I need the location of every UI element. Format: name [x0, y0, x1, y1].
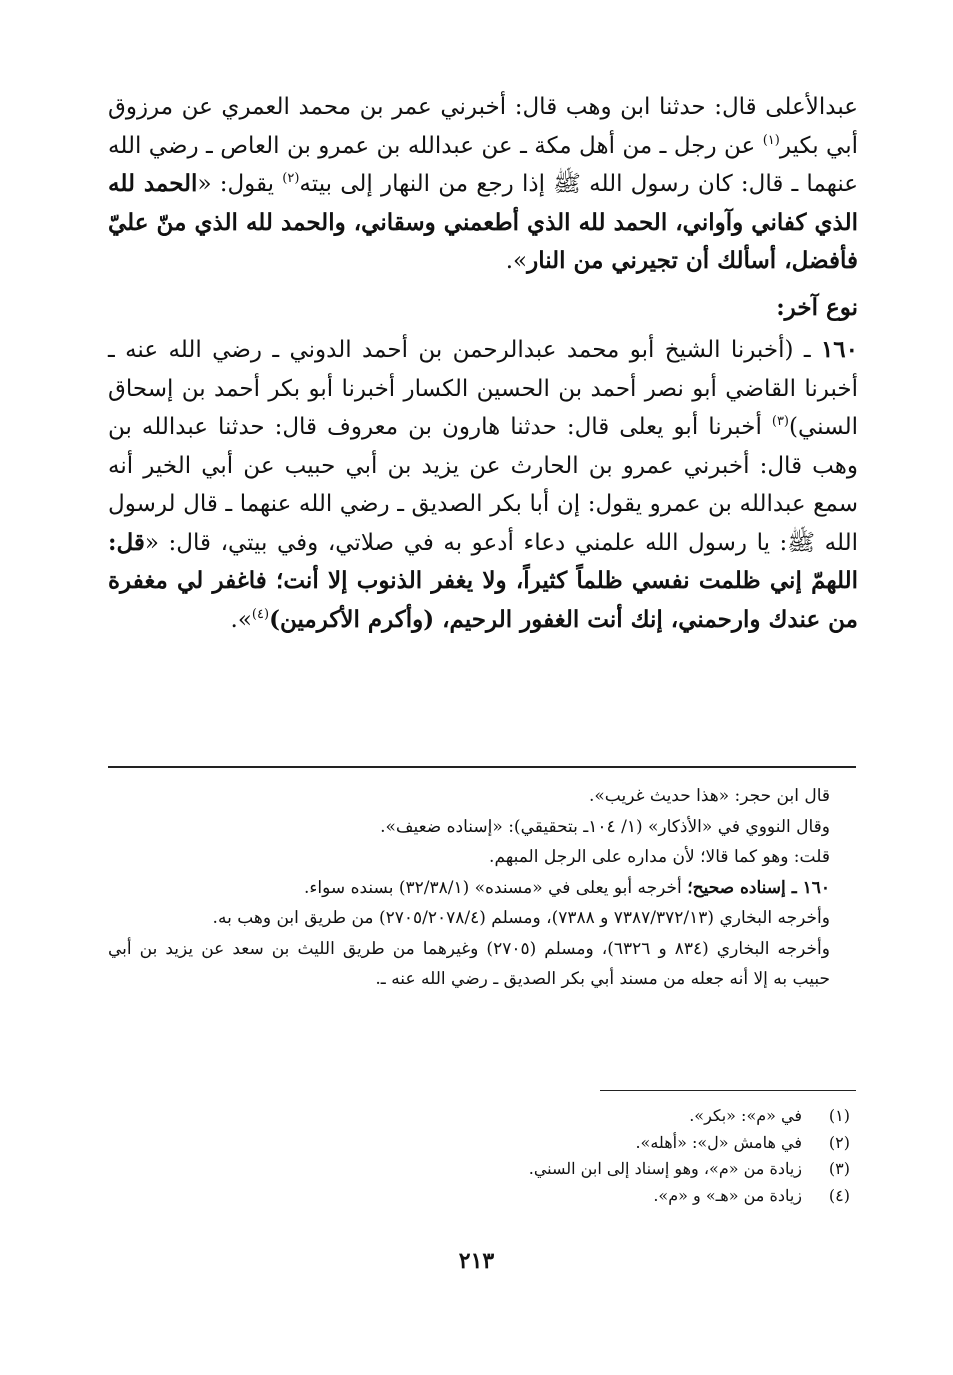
footnote-item [108, 1130, 858, 1157]
note-grading-bold: ١٦٠ ـ إسناده صحيح؛ [687, 877, 830, 898]
footnote-text: زيادة من «هـ» و «م». [653, 1185, 802, 1205]
footnote-number: (١) [828, 1106, 850, 1125]
page-number: ٢١٣ [458, 1248, 495, 1274]
footnote-item [108, 1103, 858, 1130]
text-segment: ». [230, 606, 252, 633]
footnote-text: في هامش «ل»: «أهله». [635, 1132, 802, 1152]
footnote-number: (٣) [828, 1159, 850, 1178]
footnote-item [108, 1156, 858, 1183]
note-line: وأخرجه البخاري (٧٣٨٧/٣٧٢/١٣ و ٧٣٨٨)، ومسلم (٢٧٠٥/٢٠٧٨/٤) من طريق ابن وهب به. [212, 908, 830, 928]
text-segment: ـ (أخبرنا الشيخ أبو محمد عبدالرحمن بن أحمد الدوني ـ رضي الله عنه ـ أخبرنا القاضي أبو نصر أحمد بن الحسين الكسار أخبرنا أبو بكر أحمد بن إسحاق السني) [108, 337, 858, 440]
main-text [108, 88, 858, 639]
note-line [108, 873, 858, 904]
footnote-text: زيادة من «م»، وهو إسناد إلى ابن السني. [528, 1159, 802, 1178]
footnote-number: (٢) [828, 1132, 850, 1152]
paragraph-hadith-160 [108, 331, 858, 639]
dua-text-bold: قل: اللهمّ إني ظلمت نفسي ظلماً كثيراً، ولا يغفر الذنوب إلا أنت؛ فاغفر لي مغفرة من عندك وارحمني، إنك أنت الغفور الرحيم، (وأكرم الأكرمين) [108, 528, 858, 633]
note-line: وأخرجه البخاري (٨٣٤ و ٦٣٢٦)، ومسلم (٢٧٠٥) وغيرهما من طريق الليث بن سعد عن يزيد بن أبي حبيب به إلا أنه جعله من مسند أبي بكر الصديق ـ رضي الله عنه ـ. [108, 938, 830, 989]
footnote-ref-1[interactable]: (١) [762, 132, 780, 148]
text-segment: يقول: « [197, 171, 283, 197]
footnotes-list [108, 1103, 858, 1209]
footnote-divider [600, 1090, 856, 1091]
hadith-number: ١٦٠ [820, 336, 858, 363]
note-line: قلت: وهو كما قالا؛ لأن مداره على الرجل المبهم. [489, 847, 830, 867]
footnote-number: (٤) [828, 1185, 850, 1205]
text-segment: عبدالأعلى قال: حدثنا ابن وهب قال: أخبرني عمر بن محمد العمري عن مرزوق أبي بكير [108, 94, 858, 159]
footnote-ref-4[interactable]: (٤) [251, 606, 270, 622]
note-text: أخرجه أبو يعلى في «مسنده» (٣٢/٣٨/١) بسنده سواء. [304, 877, 688, 898]
text-segment: عن رجل ـ من أهل مكة ـ عن عبدالله بن عمرو بن العاص ـ رضي الله عنهما ـ قال: كان رسول الله ﷺ إذا رجع من النهار إلى بيته [108, 132, 858, 197]
footnote-ref-2[interactable]: (٢) [282, 171, 300, 186]
footnote-text: في «م»: «بكر». [689, 1106, 802, 1125]
dua-text-bold: الحمد لله الذي كفاني وآواني، الحمد لله الذي أطعمني وسقاني، والحمد لله الذي منّ عليّ فأفضل، أسألك أن تجيرني من النار [108, 170, 858, 274]
text-segment: أخبرنا أبو يعلى قال: حدثنا هارون بن معروف قال: حدثنا عبدالله بن وهب قال: أخبرني عمرو بن الحارث عن يزيد بن أبي حبيب عن أبي الخير أنه سمع عبدالله بن عمرو يقول: إن أبا بكر الصديق ـ رضي الله عنهما ـ قال لرسول الله ﷺ: يا رسول الله علمني دعاء أدعو به في صلاتي، وفي بيتي، قال: « [108, 414, 858, 556]
footnote-ref-3[interactable]: (٣) [771, 414, 789, 429]
section-heading: نوع آخر: [776, 293, 858, 321]
text-segment: ». [505, 248, 528, 274]
note-line: قال ابن حجر: «هذا حديث غريب». [588, 786, 830, 806]
footnote-item [108, 1183, 858, 1210]
commentary-notes [108, 781, 858, 995]
paragraph-hadith-159-end [108, 88, 858, 281]
note-line: وقال النووي في «الأذكار» (١/ ١٠٤ـ بتحقيقي): «إسناده ضعيف». [380, 816, 830, 837]
main-divider [108, 766, 856, 768]
